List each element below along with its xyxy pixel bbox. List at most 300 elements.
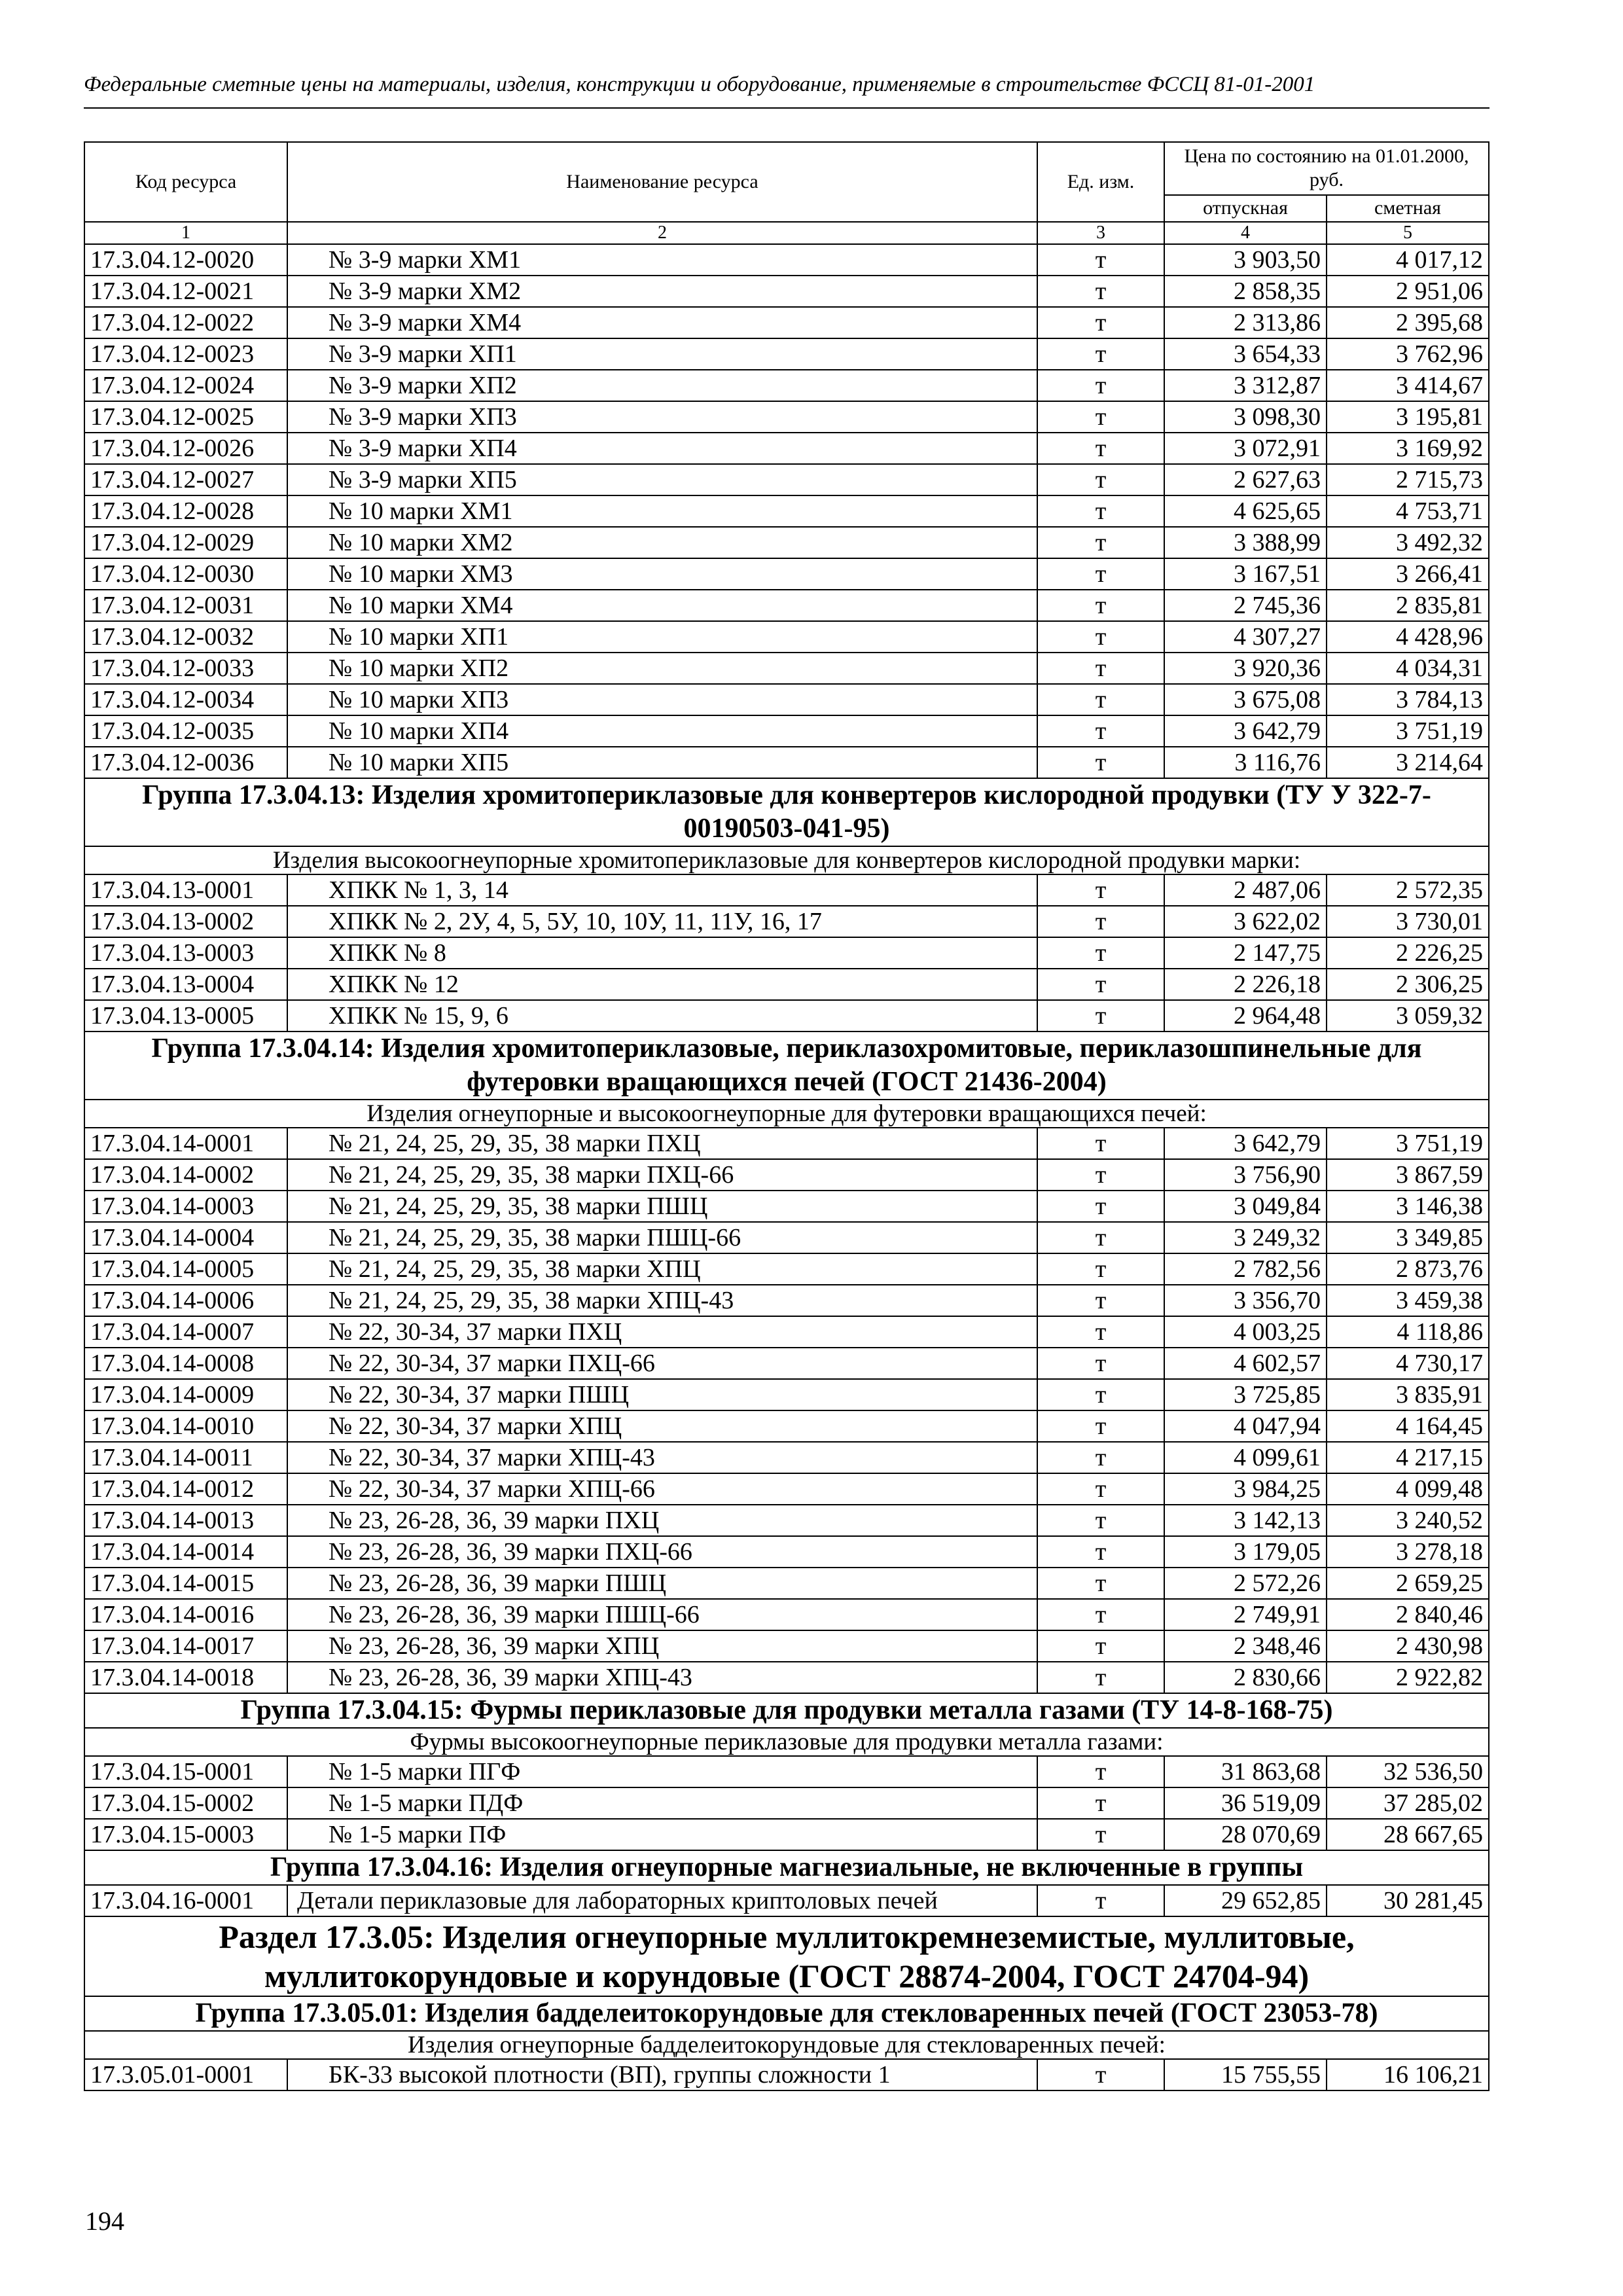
estimate-price: 3 349,85 (1327, 1222, 1489, 1253)
resource-code: 17.3.04.12-0035 (84, 715, 287, 747)
resource-name: № 22, 30-34, 37 марки ПХЦ-66 (287, 1348, 1037, 1379)
rows-group-12 (84, 244, 1489, 778)
release-price: 3 920,36 (1164, 653, 1327, 684)
unit-cell: т (1037, 874, 1164, 906)
estimate-price: 4 017,12 (1327, 244, 1489, 276)
group-caption: Изделия огнеупорные и высокоогнеупорные для футеровки вращающихся печей: (84, 1100, 1489, 1128)
estimate-price: 2 659,25 (1327, 1568, 1489, 1599)
estimate-price: 2 835,81 (1327, 590, 1489, 621)
resource-name: № 23, 26-28, 36, 39 марки ХПЦ-43 (287, 1662, 1037, 1693)
column-number: 5 (1327, 222, 1489, 244)
resource-name: ХПКК № 12 (287, 969, 1037, 1000)
resource-code: 17.3.04.13-0002 (84, 906, 287, 937)
resource-code: 17.3.04.14-0015 (84, 1568, 287, 1599)
unit-cell: т (1037, 244, 1164, 276)
estimate-price: 4 753,71 (1327, 495, 1489, 527)
unit-cell: т (1037, 747, 1164, 778)
unit-cell: т (1037, 1662, 1164, 1693)
unit-cell: т (1037, 1787, 1164, 1819)
resource-code: 17.3.04.14-0008 (84, 1348, 287, 1379)
release-price: 3 249,32 (1164, 1222, 1327, 1253)
release-price: 4 307,27 (1164, 621, 1327, 653)
estimate-price: 2 430,98 (1327, 1630, 1489, 1662)
resource-name: № 22, 30-34, 37 марки ХПЦ-43 (287, 1442, 1037, 1473)
resource-name: № 22, 30-34, 37 марки ПШЦ (287, 1379, 1037, 1410)
estimate-price: 30 281,45 (1327, 1885, 1489, 1916)
release-price: 2 572,26 (1164, 1568, 1327, 1599)
table-row (84, 1536, 1489, 1568)
resource-name: № 23, 26-28, 36, 39 марки ПХЦ (287, 1505, 1037, 1536)
column-number-row (84, 222, 1489, 244)
table-row (84, 715, 1489, 747)
resource-name: Детали периклазовые для лабораторных криптоловых печей (287, 1885, 1037, 1916)
unit-cell: т (1037, 1316, 1164, 1348)
unit-cell: т (1037, 1442, 1164, 1473)
release-price: 3 179,05 (1164, 1536, 1327, 1568)
resource-code: 17.3.04.14-0009 (84, 1379, 287, 1410)
resource-code: 17.3.04.12-0025 (84, 401, 287, 433)
unit-cell: т (1037, 1505, 1164, 1536)
group-title: Группа 17.3.04.13: Изделия хромитопериклазовые для конвертеров кислородной продувки (ТУ У 322-7-00190503-041-95) (84, 778, 1489, 846)
resource-name: № 21, 24, 25, 29, 35, 38 марки ПХЦ-66 (287, 1159, 1037, 1191)
estimate-price: 3 169,92 (1327, 433, 1489, 464)
col-header-estimate: сметная (1327, 195, 1489, 222)
unit-cell: т (1037, 1348, 1164, 1379)
release-price: 15 755,55 (1164, 2059, 1327, 2090)
table-row (84, 1885, 1489, 1916)
table-row (84, 1285, 1489, 1316)
group-caption-row (84, 2031, 1489, 2059)
table-row (84, 653, 1489, 684)
resource-code: 17.3.04.15-0002 (84, 1787, 287, 1819)
resource-name: № 21, 24, 25, 29, 35, 38 марки ХПЦ-43 (287, 1285, 1037, 1316)
table-row (84, 969, 1489, 1000)
group-caption-row (84, 1728, 1489, 1756)
estimate-price: 3 459,38 (1327, 1285, 1489, 1316)
group-title-row (84, 1850, 1489, 1885)
resource-name: № 10 марки ХМ2 (287, 527, 1037, 558)
estimate-price: 4 730,17 (1327, 1348, 1489, 1379)
group-caption: Фурмы высокоогнеупорные периклазовые для продувки металла газами: (84, 1728, 1489, 1756)
resource-name: № 10 марки ХП2 (287, 653, 1037, 684)
unit-cell: т (1037, 1599, 1164, 1630)
unit-cell: т (1037, 684, 1164, 715)
table-row (84, 1630, 1489, 1662)
table-row (84, 937, 1489, 969)
unit-cell: т (1037, 906, 1164, 937)
table-row (84, 338, 1489, 370)
table-row (84, 307, 1489, 338)
unit-cell: т (1037, 401, 1164, 433)
resource-name: № 1-5 марки ПФ (287, 1819, 1037, 1850)
estimate-price: 3 146,38 (1327, 1191, 1489, 1222)
resource-name: № 10 марки ХП1 (287, 621, 1037, 653)
table-row (84, 1316, 1489, 1348)
table-row (84, 401, 1489, 433)
table-row (84, 684, 1489, 715)
release-price: 3 642,79 (1164, 1128, 1327, 1159)
table-row (84, 464, 1489, 495)
table-row (84, 2059, 1489, 2090)
table-row (84, 527, 1489, 558)
resource-code: 17.3.04.12-0036 (84, 747, 287, 778)
unit-cell: т (1037, 370, 1164, 401)
unit-cell: т (1037, 937, 1164, 969)
group-title-row (84, 1693, 1489, 1728)
release-price: 4 047,94 (1164, 1410, 1327, 1442)
unit-cell: т (1037, 1756, 1164, 1787)
unit-cell: т (1037, 621, 1164, 653)
unit-cell: т (1037, 590, 1164, 621)
table-header-row (84, 142, 1489, 195)
release-price: 3 167,51 (1164, 558, 1327, 590)
release-price: 2 830,66 (1164, 1662, 1327, 1693)
release-price: 2 348,46 (1164, 1630, 1327, 1662)
table-row (84, 621, 1489, 653)
resource-name: № 1-5 марки ПГФ (287, 1756, 1037, 1787)
resource-code: 17.3.04.14-0002 (84, 1159, 287, 1191)
table-row (84, 244, 1489, 276)
release-price: 2 147,75 (1164, 937, 1327, 969)
table-row (84, 1442, 1489, 1473)
estimate-price: 3 266,41 (1327, 558, 1489, 590)
estimate-price: 4 099,48 (1327, 1473, 1489, 1505)
resource-name: № 3-9 марки ХП1 (287, 338, 1037, 370)
estimate-price: 3 762,96 (1327, 338, 1489, 370)
table-row (84, 1819, 1489, 1850)
resource-name: ХПКК № 15, 9, 6 (287, 1000, 1037, 1031)
unit-cell: т (1037, 338, 1164, 370)
resource-code: 17.3.04.12-0028 (84, 495, 287, 527)
release-price: 2 226,18 (1164, 969, 1327, 1000)
resource-name: № 1-5 марки ПДФ (287, 1787, 1037, 1819)
table-row (84, 874, 1489, 906)
release-price: 36 519,09 (1164, 1787, 1327, 1819)
section-title-row (84, 1916, 1489, 1996)
table-row (84, 906, 1489, 937)
resource-name: № 3-9 марки ХМ4 (287, 307, 1037, 338)
rows-group-14 (84, 1128, 1489, 1693)
resource-code: 17.3.04.14-0016 (84, 1599, 287, 1630)
table-row (84, 370, 1489, 401)
unit-cell: т (1037, 1128, 1164, 1159)
resource-code: 17.3.04.14-0018 (84, 1662, 287, 1693)
estimate-price: 4 217,15 (1327, 1442, 1489, 1473)
resource-name: № 23, 26-28, 36, 39 марки ПШЦ-66 (287, 1599, 1037, 1630)
unit-cell: т (1037, 1568, 1164, 1599)
release-price: 2 964,48 (1164, 1000, 1327, 1031)
group-title-row (84, 778, 1489, 846)
release-price: 29 652,85 (1164, 1885, 1327, 1916)
release-price: 3 622,02 (1164, 906, 1327, 937)
unit-cell: т (1037, 1410, 1164, 1442)
section-title: Раздел 17.3.05: Изделия огнеупорные муллитокремнеземистые, муллитовые, муллитокорундовые и корундовые (ГОСТ 28874-2004, ГОСТ 24704-94) (84, 1916, 1489, 1996)
unit-cell: т (1037, 1473, 1164, 1505)
unit-cell: т (1037, 1536, 1164, 1568)
estimate-price: 28 667,65 (1327, 1819, 1489, 1850)
estimate-price: 2 873,76 (1327, 1253, 1489, 1285)
running-header: Федеральные сметные цены на материалы, изделия, конструкции и оборудование, применяемые в строительстве ФССЦ 81-01-2001 (84, 68, 1489, 109)
col-header-code: Код ресурса (84, 142, 287, 222)
resource-name: № 10 марки ХП3 (287, 684, 1037, 715)
column-number: 1 (84, 222, 287, 244)
release-price: 31 863,68 (1164, 1756, 1327, 1787)
estimate-price: 4 034,31 (1327, 653, 1489, 684)
unit-cell: т (1037, 307, 1164, 338)
table-row (84, 276, 1489, 307)
estimate-price: 2 715,73 (1327, 464, 1489, 495)
resource-code: 17.3.04.12-0034 (84, 684, 287, 715)
estimate-price: 3 784,13 (1327, 684, 1489, 715)
table-row (84, 1756, 1489, 1787)
estimate-price: 2 840,46 (1327, 1599, 1489, 1630)
release-price: 3 116,76 (1164, 747, 1327, 778)
price-table (84, 141, 1489, 2091)
estimate-price: 3 751,19 (1327, 1128, 1489, 1159)
resource-name: № 10 марки ХМ1 (287, 495, 1037, 527)
unit-cell: т (1037, 969, 1164, 1000)
estimate-price: 3 059,32 (1327, 1000, 1489, 1031)
table-row (84, 1222, 1489, 1253)
estimate-price: 4 428,96 (1327, 621, 1489, 653)
unit-cell: т (1037, 1222, 1164, 1253)
release-price: 3 388,99 (1164, 527, 1327, 558)
unit-cell: т (1037, 1159, 1164, 1191)
unit-cell: т (1037, 1885, 1164, 1916)
resource-code: 17.3.04.12-0023 (84, 338, 287, 370)
resource-code: 17.3.04.14-0004 (84, 1222, 287, 1253)
release-price: 2 858,35 (1164, 276, 1327, 307)
table-row (84, 433, 1489, 464)
resource-code: 17.3.04.15-0003 (84, 1819, 287, 1850)
unit-cell: т (1037, 1000, 1164, 1031)
release-price: 3 984,25 (1164, 1473, 1327, 1505)
unit-cell: т (1037, 1819, 1164, 1850)
table-row (84, 1379, 1489, 1410)
resource-code: 17.3.04.14-0005 (84, 1253, 287, 1285)
resource-code: 17.3.04.14-0013 (84, 1505, 287, 1536)
table-row (84, 1505, 1489, 1536)
resource-code: 17.3.04.12-0029 (84, 527, 287, 558)
resource-code: 17.3.04.12-0021 (84, 276, 287, 307)
release-price: 2 749,91 (1164, 1599, 1327, 1630)
estimate-price: 2 922,82 (1327, 1662, 1489, 1693)
resource-code: 17.3.04.14-0011 (84, 1442, 287, 1473)
rows-group-16 (84, 1885, 1489, 1916)
release-price: 3 098,30 (1164, 401, 1327, 433)
estimate-price: 2 306,25 (1327, 969, 1489, 1000)
resource-code: 17.3.04.13-0004 (84, 969, 287, 1000)
resource-name: № 3-9 марки ХП4 (287, 433, 1037, 464)
resource-code: 17.3.04.13-0005 (84, 1000, 287, 1031)
estimate-price: 2 226,25 (1327, 937, 1489, 969)
estimate-price: 16 106,21 (1327, 2059, 1489, 2090)
group-title: Группа 17.3.04.14: Изделия хромитопериклазовые, периклазохромитовые, периклазошпинельные для футеровки вращающихся печей (ГОСТ 21436-2004) (84, 1031, 1489, 1100)
group-caption-row (84, 1100, 1489, 1128)
release-price: 3 654,33 (1164, 338, 1327, 370)
estimate-price: 3 278,18 (1327, 1536, 1489, 1568)
col-header-price: Цена по состоянию на 01.01.2000, руб. (1164, 142, 1489, 195)
estimate-price: 2 572,35 (1327, 874, 1489, 906)
resource-name: № 22, 30-34, 37 марки ХПЦ (287, 1410, 1037, 1442)
estimate-price: 3 214,64 (1327, 747, 1489, 778)
table-row (84, 1599, 1489, 1630)
release-price: 4 602,57 (1164, 1348, 1327, 1379)
resource-code: 17.3.04.16-0001 (84, 1885, 287, 1916)
rows-group-13 (84, 874, 1489, 1031)
resource-code: 17.3.04.12-0020 (84, 244, 287, 276)
table-row (84, 1410, 1489, 1442)
table-row (84, 1348, 1489, 1379)
release-price: 3 903,50 (1164, 244, 1327, 276)
table-row (84, 1159, 1489, 1191)
resource-name: № 3-9 марки ХП3 (287, 401, 1037, 433)
release-price: 3 642,79 (1164, 715, 1327, 747)
table-row (84, 590, 1489, 621)
resource-code: 17.3.04.15-0001 (84, 1756, 287, 1787)
table-row (84, 1128, 1489, 1159)
release-price: 2 627,63 (1164, 464, 1327, 495)
resource-name: ХПКК № 2, 2У, 4, 5, 5У, 10, 10У, 11, 11У, 16, 17 (287, 906, 1037, 937)
group-title: Группа 17.3.04.15: Фурмы периклазовые для продувки металла газами (ТУ 14-8-168-75) (84, 1693, 1489, 1728)
release-price: 3 756,90 (1164, 1159, 1327, 1191)
unit-cell: т (1037, 527, 1164, 558)
resource-name: № 22, 30-34, 37 марки ПХЦ (287, 1316, 1037, 1348)
estimate-price: 32 536,50 (1327, 1756, 1489, 1787)
resource-code: 17.3.04.14-0001 (84, 1128, 287, 1159)
resource-name: № 23, 26-28, 36, 39 марки ПШЦ (287, 1568, 1037, 1599)
unit-cell: т (1037, 433, 1164, 464)
estimate-price: 2 395,68 (1327, 307, 1489, 338)
group-title-row (84, 1031, 1489, 1100)
release-price: 28 070,69 (1164, 1819, 1327, 1850)
group-caption: Изделия высокоогнеупорные хромитопериклазовые для конвертеров кислородной продувки марки: (84, 846, 1489, 874)
unit-cell: т (1037, 715, 1164, 747)
release-price: 2 313,86 (1164, 307, 1327, 338)
resource-code: 17.3.04.12-0027 (84, 464, 287, 495)
resource-name: № 10 марки ХП5 (287, 747, 1037, 778)
resource-name: № 22, 30-34, 37 марки ХПЦ-66 (287, 1473, 1037, 1505)
release-price: 4 099,61 (1164, 1442, 1327, 1473)
release-price: 3 072,91 (1164, 433, 1327, 464)
resource-name: ХПКК № 8 (287, 937, 1037, 969)
col-header-unit: Ед. изм. (1037, 142, 1164, 222)
resource-code: 17.3.04.14-0017 (84, 1630, 287, 1662)
resource-code: 17.3.04.12-0031 (84, 590, 287, 621)
resource-name: № 21, 24, 25, 29, 35, 38 марки ПШЦ (287, 1191, 1037, 1222)
release-price: 4 003,25 (1164, 1316, 1327, 1348)
table-row (84, 495, 1489, 527)
resource-code: 17.3.04.14-0012 (84, 1473, 287, 1505)
table-row (84, 1662, 1489, 1693)
estimate-price: 2 951,06 (1327, 276, 1489, 307)
resource-code: 17.3.04.14-0007 (84, 1316, 287, 1348)
column-number: 4 (1164, 222, 1327, 244)
resource-name: № 3-9 марки ХП2 (287, 370, 1037, 401)
release-price: 3 725,85 (1164, 1379, 1327, 1410)
column-number: 3 (1037, 222, 1164, 244)
resource-name: № 10 марки ХП4 (287, 715, 1037, 747)
resource-name: БК-33 высокой плотности (ВП), группы сложности 1 (287, 2059, 1037, 2090)
unit-cell: т (1037, 1379, 1164, 1410)
unit-cell: т (1037, 558, 1164, 590)
release-price: 2 487,06 (1164, 874, 1327, 906)
estimate-price: 3 751,19 (1327, 715, 1489, 747)
estimate-price: 4 118,86 (1327, 1316, 1489, 1348)
release-price: 3 049,84 (1164, 1191, 1327, 1222)
resource-code: 17.3.04.12-0022 (84, 307, 287, 338)
unit-cell: т (1037, 495, 1164, 527)
resource-code: 17.3.04.14-0014 (84, 1536, 287, 1568)
release-price: 3 356,70 (1164, 1285, 1327, 1316)
col-header-name: Наименование ресурса (287, 142, 1037, 222)
unit-cell: т (1037, 653, 1164, 684)
unit-cell: т (1037, 464, 1164, 495)
estimate-price: 37 285,02 (1327, 1787, 1489, 1819)
table-row (84, 1473, 1489, 1505)
rows-group-15 (84, 1756, 1489, 1850)
resource-name: № 23, 26-28, 36, 39 марки ПХЦ-66 (287, 1536, 1037, 1568)
group-caption: Изделия огнеупорные бадделеитокорундовые для стекловаренных печей: (84, 2031, 1489, 2059)
table-row (84, 558, 1489, 590)
resource-name: № 23, 26-28, 36, 39 марки ХПЦ (287, 1630, 1037, 1662)
table-row (84, 1000, 1489, 1031)
group-title-row (84, 1996, 1489, 2031)
resource-name: № 3-9 марки ХМ2 (287, 276, 1037, 307)
unit-cell: т (1037, 1285, 1164, 1316)
table-row (84, 747, 1489, 778)
release-price: 3 312,87 (1164, 370, 1327, 401)
estimate-price: 3 835,91 (1327, 1379, 1489, 1410)
estimate-price: 3 195,81 (1327, 401, 1489, 433)
resource-code: 17.3.04.12-0026 (84, 433, 287, 464)
unit-cell: т (1037, 1253, 1164, 1285)
resource-name: № 21, 24, 25, 29, 35, 38 марки ПШЦ-66 (287, 1222, 1037, 1253)
unit-cell: т (1037, 1630, 1164, 1662)
resource-name: № 3-9 марки ХП5 (287, 464, 1037, 495)
resource-code: 17.3.04.12-0030 (84, 558, 287, 590)
release-price: 3 142,13 (1164, 1505, 1327, 1536)
table-row (84, 1191, 1489, 1222)
table-row (84, 1253, 1489, 1285)
estimate-price: 3 414,67 (1327, 370, 1489, 401)
column-number: 2 (287, 222, 1037, 244)
page-number: 194 (85, 2206, 124, 2236)
group-title: Группа 17.3.04.16: Изделия огнеупорные магнезиальные, не включенные в группы (84, 1850, 1489, 1885)
estimate-price: 3 867,59 (1327, 1159, 1489, 1191)
resource-name: № 21, 24, 25, 29, 35, 38 марки ХПЦ (287, 1253, 1037, 1285)
col-header-release: отпускная (1164, 195, 1327, 222)
resource-code: 17.3.04.12-0032 (84, 621, 287, 653)
group-title: Группа 17.3.05.01: Изделия бадделеитокорундовые для стекловаренных печей (ГОСТ 23053-78) (84, 1996, 1489, 2031)
estimate-price: 4 164,45 (1327, 1410, 1489, 1442)
resource-code: 17.3.04.13-0003 (84, 937, 287, 969)
table-row (84, 1787, 1489, 1819)
estimate-price: 3 492,32 (1327, 527, 1489, 558)
resource-name: ХПКК № 1, 3, 14 (287, 874, 1037, 906)
resource-name: № 10 марки ХМ3 (287, 558, 1037, 590)
release-price: 4 625,65 (1164, 495, 1327, 527)
estimate-price: 3 730,01 (1327, 906, 1489, 937)
resource-name: № 10 марки ХМ4 (287, 590, 1037, 621)
resource-code: 17.3.04.13-0001 (84, 874, 287, 906)
table-row (84, 1568, 1489, 1599)
resource-code: 17.3.04.12-0033 (84, 653, 287, 684)
unit-cell: т (1037, 1191, 1164, 1222)
release-price: 2 745,36 (1164, 590, 1327, 621)
resource-code: 17.3.04.12-0024 (84, 370, 287, 401)
unit-cell: т (1037, 2059, 1164, 2090)
